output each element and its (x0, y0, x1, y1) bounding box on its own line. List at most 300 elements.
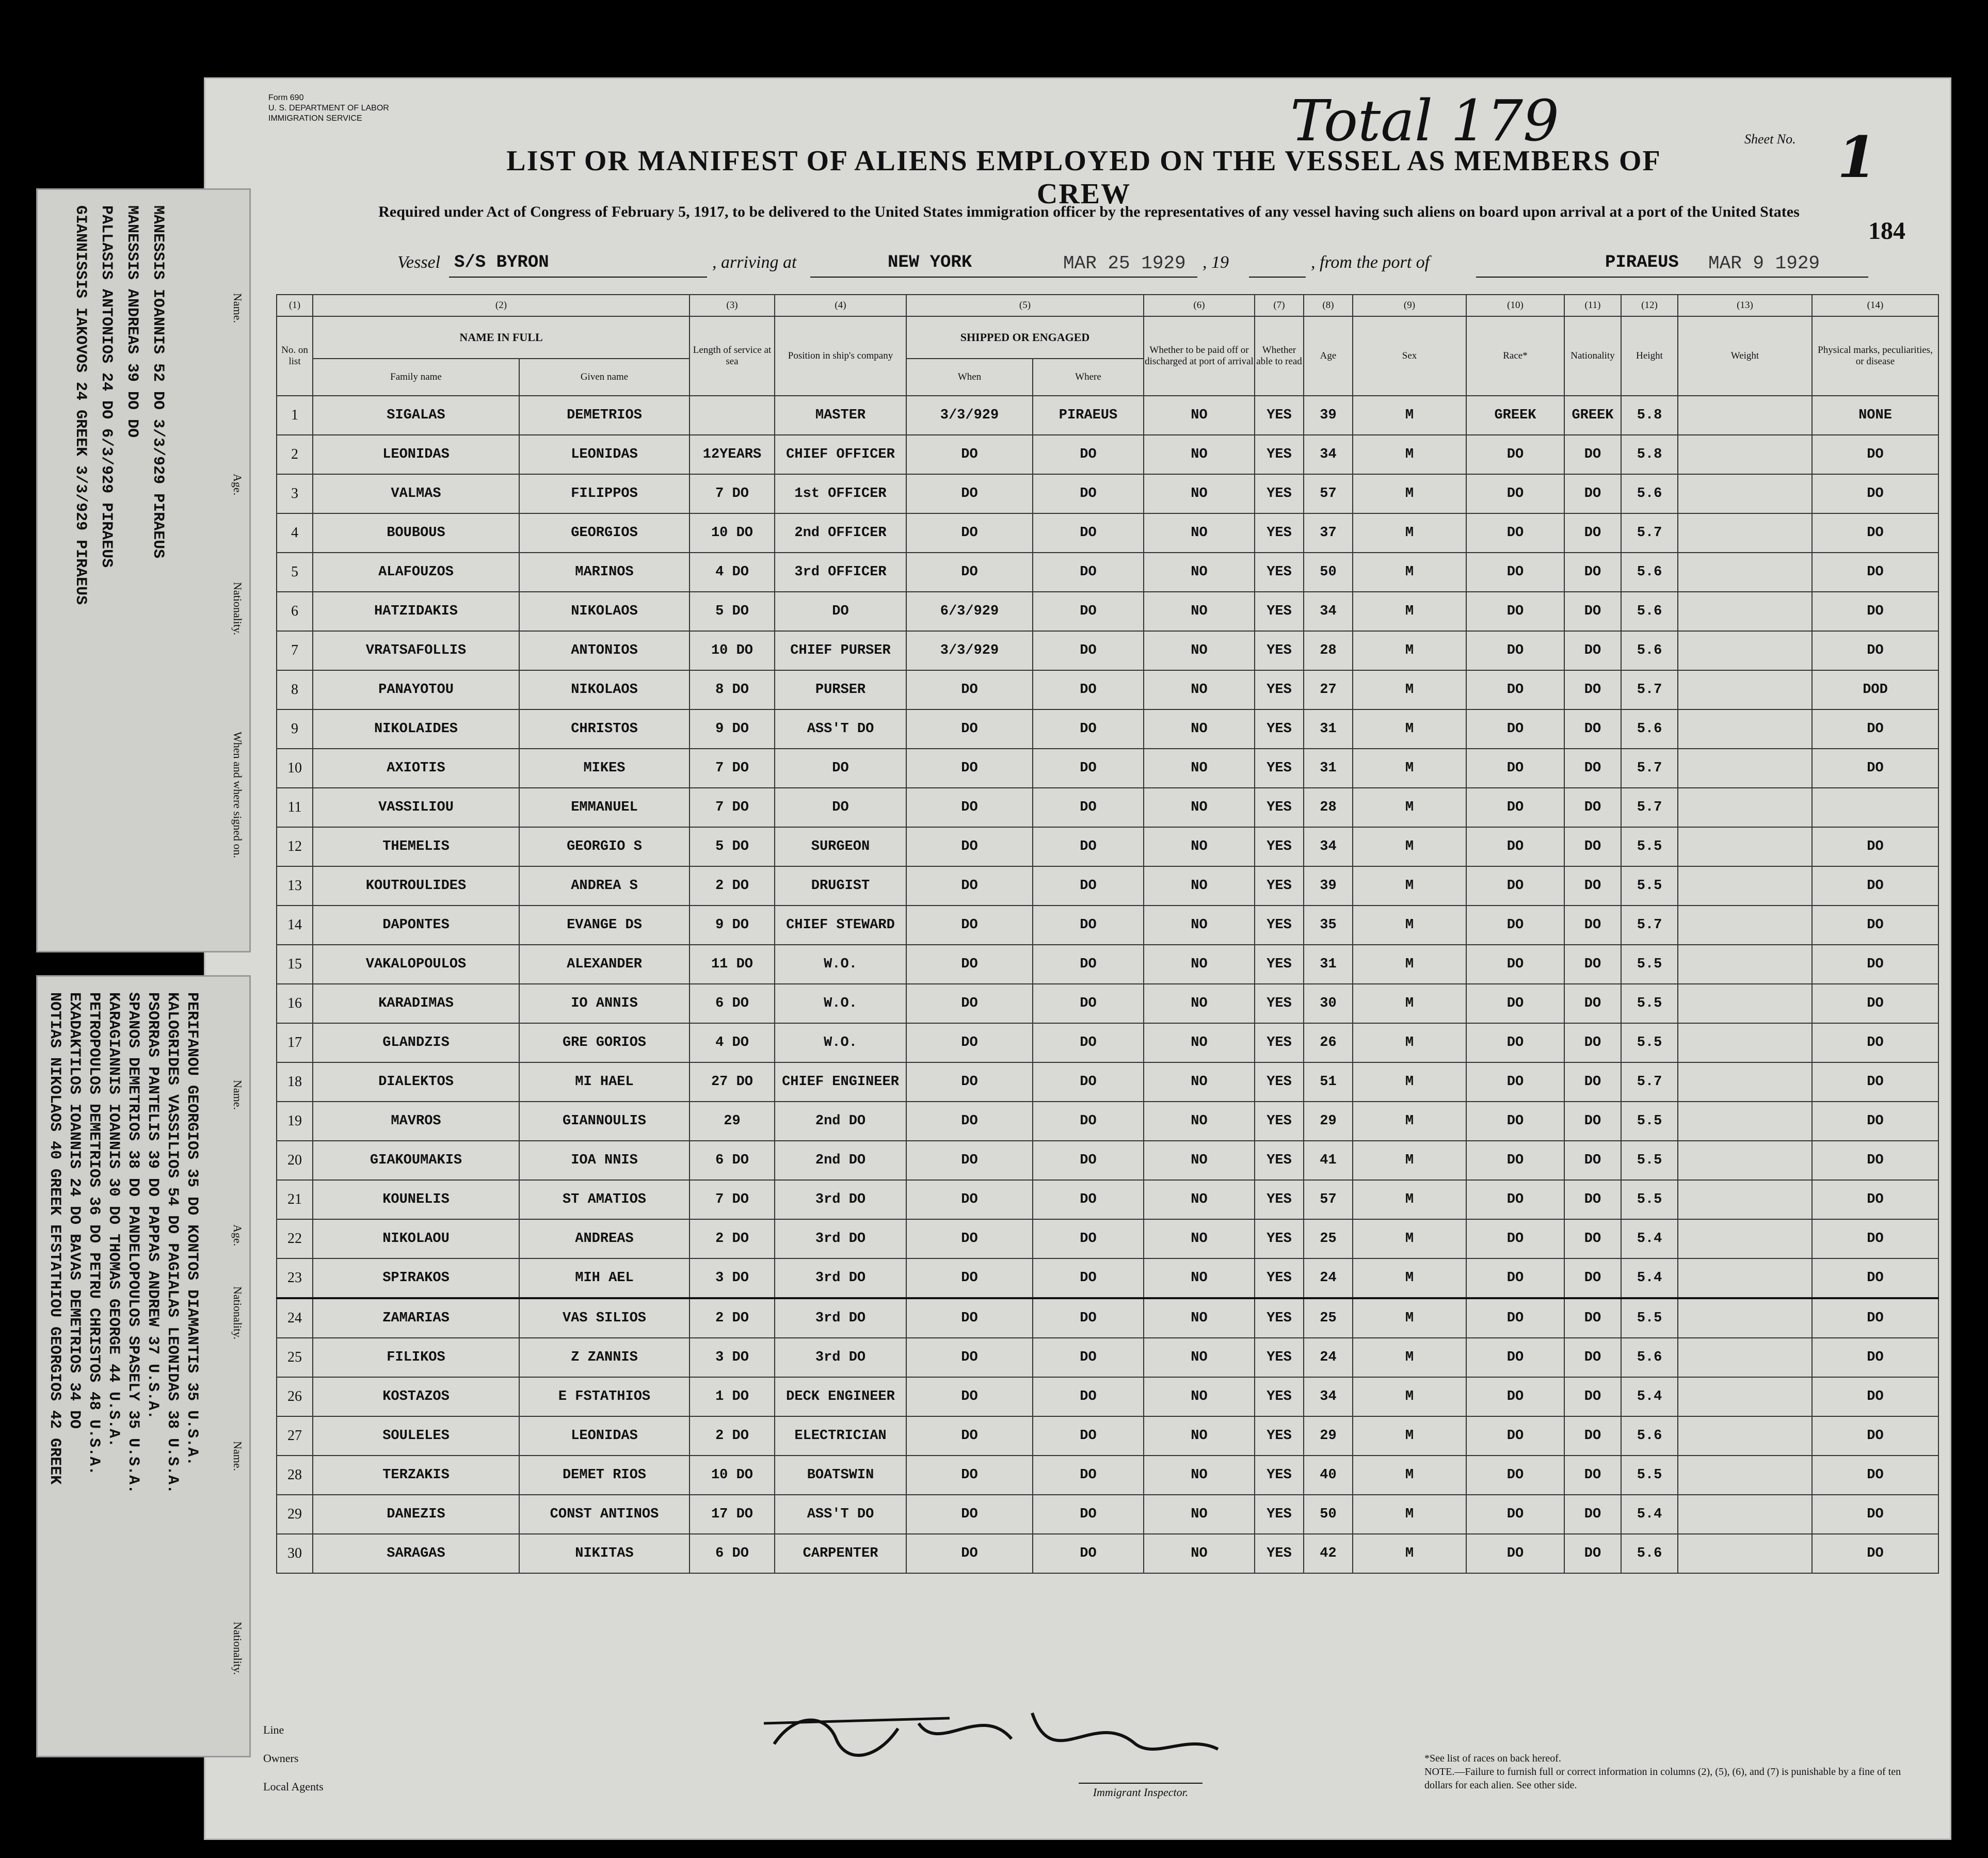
cell-when: DO (906, 1258, 1033, 1298)
cell-service: 10 DO (690, 631, 775, 670)
cell-position: 2nd DO (775, 1102, 906, 1141)
table-row (277, 631, 1938, 670)
cell-sex: M (1353, 1416, 1466, 1456)
cell-paid: NO (1144, 1258, 1255, 1298)
cell-given: ANTONIOS (519, 631, 690, 670)
cell-where: DO (1033, 631, 1144, 670)
cell-family: THEMELIS (313, 827, 519, 866)
cell-weight (1678, 709, 1812, 749)
col-num: (8) (1304, 295, 1353, 316)
cell-position: W.O. (775, 1023, 906, 1062)
cell-paid: NO (1144, 709, 1255, 749)
cell-where: DO (1033, 513, 1144, 553)
cell-service: 7 DO (690, 749, 775, 788)
cell-when: DO (906, 906, 1033, 945)
cell-sex: M (1353, 474, 1466, 513)
cell-age: 34 (1304, 592, 1353, 631)
cell-sex: M (1353, 1219, 1466, 1258)
cell-age: 34 (1304, 1377, 1353, 1416)
cell-family: BOUBOUS (313, 513, 519, 553)
cell-when: DO (906, 1219, 1033, 1258)
cell-race: DO (1466, 945, 1564, 984)
cell-nationality: DO (1564, 1298, 1621, 1338)
slip-header-age: Age. (231, 474, 244, 496)
cell-no: 5 (277, 553, 313, 592)
cell-where: DO (1033, 1456, 1144, 1495)
cell-no: 16 (277, 984, 313, 1023)
cell-marks: DO (1812, 1338, 1938, 1377)
cell-service: 2 DO (690, 1219, 775, 1258)
cell-where: DO (1033, 670, 1144, 709)
arriving-port: NEW YORK (888, 253, 972, 272)
cell-family: DIALEKTOS (313, 1062, 519, 1102)
cell-service: 6 DO (690, 1141, 775, 1180)
cell-age: 51 (1304, 1062, 1353, 1102)
cell-age: 28 (1304, 788, 1353, 827)
cell-marks: DO (1812, 513, 1938, 553)
cell-nationality: DO (1564, 1141, 1621, 1180)
cell-marks: DO (1812, 906, 1938, 945)
cell-when: DO (906, 827, 1033, 866)
cell-age: 50 (1304, 553, 1353, 592)
cell-paid: NO (1144, 1180, 1255, 1219)
cell-read: YES (1255, 592, 1304, 631)
cell-family: TERZAKIS (313, 1456, 519, 1495)
cell-nationality: DO (1564, 1377, 1621, 1416)
cell-race: DO (1466, 1258, 1564, 1298)
cell-position: 3rd DO (775, 1219, 906, 1258)
table-row (277, 1495, 1938, 1534)
cell-paid: NO (1144, 513, 1255, 553)
cell-when: DO (906, 435, 1033, 474)
pasted-crew-slip-top (36, 188, 251, 952)
cell-position: 3rd DO (775, 1258, 906, 1298)
cell-sex: M (1353, 827, 1466, 866)
cell-given: ANDREA S (519, 866, 690, 906)
cell-marks: DO (1812, 631, 1938, 670)
manifest-rows (277, 396, 1938, 1573)
page-subtitle: Required under Act of Congress of February 5, 1917, to be delivered to the United States immigration officer by the representatives of any vessel having such aliens on board upon arrival at a port of the United States (378, 203, 1800, 220)
cell-position: 3rd DO (775, 1338, 906, 1377)
cell-height: 5.6 (1621, 592, 1678, 631)
cell-nationality: DO (1564, 984, 1621, 1023)
cell-marks: DO (1812, 1180, 1938, 1219)
cell-service: 29 (690, 1102, 775, 1141)
cell-race: DO (1466, 749, 1564, 788)
sheet-label: Sheet No. (1744, 132, 1796, 147)
cell-when: DO (906, 1377, 1033, 1416)
cell-position: PURSER (775, 670, 906, 709)
cell-position: 1st OFFICER (775, 474, 906, 513)
cell-weight (1678, 1219, 1812, 1258)
cell-where: DO (1033, 592, 1144, 631)
cell-race: DO (1466, 631, 1564, 670)
cell-no: 8 (277, 670, 313, 709)
table-row (277, 945, 1938, 984)
cell-nationality: DO (1564, 474, 1621, 513)
cell-age: 41 (1304, 1141, 1353, 1180)
cell-position: DO (775, 788, 906, 827)
pasted-crew-slip-bottom (36, 975, 251, 1757)
cell-age: 34 (1304, 435, 1353, 474)
cell-marks: DO (1812, 984, 1938, 1023)
cell-weight (1678, 1062, 1812, 1102)
cell-nationality: DO (1564, 749, 1621, 788)
cell-age: 26 (1304, 1023, 1353, 1062)
cell-marks: DO (1812, 1456, 1938, 1495)
cell-nationality: DO (1564, 1456, 1621, 1495)
cell-marks: DO (1812, 435, 1938, 474)
cell-sex: M (1353, 1141, 1466, 1180)
cell-read: YES (1255, 984, 1304, 1023)
header-paid-off: Whether to be paid off or discharged at port of arrival (1144, 316, 1255, 396)
page-title: LIST OR MANIFEST OF ALIENS EMPLOYED ON THE VESSEL AS MEMBERS OF CREW (506, 145, 1661, 210)
handwritten-total: Total 179 (1290, 88, 1559, 154)
stamp-number: 184 (1868, 217, 1905, 245)
cell-sex: M (1353, 396, 1466, 435)
cell-paid: NO (1144, 984, 1255, 1023)
table-row (277, 1416, 1938, 1456)
cell-position: ASS'T DO (775, 1495, 906, 1534)
table-row (277, 984, 1938, 1023)
cell-paid: NO (1144, 788, 1255, 827)
cell-read: YES (1255, 1219, 1304, 1258)
cell-where: DO (1033, 1377, 1144, 1416)
cell-sex: M (1353, 1258, 1466, 1298)
cell-paid: NO (1144, 1062, 1255, 1102)
cell-paid: NO (1144, 435, 1255, 474)
cell-height: 5.7 (1621, 513, 1678, 553)
cell-age: 29 (1304, 1416, 1353, 1456)
cell-no: 23 (277, 1258, 313, 1298)
cell-position: 3rd OFFICER (775, 553, 906, 592)
header-where: Where (1033, 359, 1144, 396)
arrival-date-stamp: MAR 25 1929 (1063, 253, 1186, 274)
cell-paid: NO (1144, 670, 1255, 709)
cell-read: YES (1255, 749, 1304, 788)
cell-given: E FSTATHIOS (519, 1377, 690, 1416)
cell-weight (1678, 435, 1812, 474)
cell-height: 5.5 (1621, 1102, 1678, 1141)
immigrant-inspector-label: Immigrant Inspector. (1079, 1783, 1203, 1799)
cell-paid: NO (1144, 945, 1255, 984)
cell-sex: M (1353, 1456, 1466, 1495)
cell-given: EMMANUEL (519, 788, 690, 827)
cell-age: 25 (1304, 1298, 1353, 1338)
cell-where: DO (1033, 906, 1144, 945)
cell-when: DO (906, 1180, 1033, 1219)
header-physical-marks: Physical marks, peculiarities, or disease (1812, 316, 1938, 396)
cell-nationality: DO (1564, 1416, 1621, 1456)
cell-nationality: DO (1564, 435, 1621, 474)
cell-marks: DO (1812, 709, 1938, 749)
cell-service: 3 DO (690, 1258, 775, 1298)
cell-when: DO (906, 1298, 1033, 1338)
cell-sex: M (1353, 435, 1466, 474)
cell-where: DO (1033, 435, 1144, 474)
cell-age: 42 (1304, 1534, 1353, 1573)
cell-given: GRE GORIOS (519, 1023, 690, 1062)
cell-read: YES (1255, 1456, 1304, 1495)
cell-paid: NO (1144, 1102, 1255, 1141)
cell-where: DO (1033, 1338, 1144, 1377)
cell-height: 5.6 (1621, 474, 1678, 513)
header-height: Height (1621, 316, 1678, 396)
table-row (277, 1258, 1938, 1298)
cell-height: 5.6 (1621, 709, 1678, 749)
table-row (277, 1062, 1938, 1102)
table-row (277, 435, 1938, 474)
cell-height: 5.6 (1621, 1338, 1678, 1377)
cell-paid: NO (1144, 553, 1255, 592)
table-row (277, 1023, 1938, 1062)
cell-family: KARADIMAS (313, 984, 519, 1023)
cell-family: GLANDZIS (313, 1023, 519, 1062)
table-row (277, 1377, 1938, 1416)
cell-sex: M (1353, 1495, 1466, 1534)
cell-given: NIKOLAOS (519, 592, 690, 631)
cell-paid: NO (1144, 1023, 1255, 1062)
cell-nationality: DO (1564, 631, 1621, 670)
cell-family: KOUNELIS (313, 1180, 519, 1219)
cell-read: YES (1255, 513, 1304, 553)
cell-when: DO (906, 474, 1033, 513)
cell-paid: NO (1144, 1416, 1255, 1456)
cell-position: DO (775, 592, 906, 631)
cell-marks: DO (1812, 945, 1938, 984)
cell-weight (1678, 396, 1812, 435)
cell-paid: NO (1144, 1141, 1255, 1180)
cell-nationality: DO (1564, 945, 1621, 984)
table-row (277, 906, 1938, 945)
cell-race: DO (1466, 1219, 1564, 1258)
cell-height: 5.5 (1621, 1298, 1678, 1338)
cell-race: DO (1466, 474, 1564, 513)
cell-race: DO (1466, 866, 1564, 906)
cell-no: 19 (277, 1102, 313, 1141)
cell-given: LEONIDAS (519, 435, 690, 474)
cell-service: 4 DO (690, 1023, 775, 1062)
cell-no: 13 (277, 866, 313, 906)
cell-read: YES (1255, 1298, 1304, 1338)
cell-when: DO (906, 1062, 1033, 1102)
cell-marks: DO (1812, 592, 1938, 631)
cell-race: DO (1466, 1062, 1564, 1102)
local-agents-label: Local Agents (263, 1780, 324, 1793)
cell-family: DAPONTES (313, 906, 519, 945)
slip-header-name: Name. (231, 1080, 244, 1110)
cell-height: 5.5 (1621, 1141, 1678, 1180)
cell-race: DO (1466, 906, 1564, 945)
cell-height: 5.5 (1621, 866, 1678, 906)
cell-height: 5.6 (1621, 553, 1678, 592)
cell-service: 2 DO (690, 866, 775, 906)
cell-service: 10 DO (690, 513, 775, 553)
cell-marks: DO (1812, 1258, 1938, 1298)
cell-paid: NO (1144, 749, 1255, 788)
cell-no: 27 (277, 1416, 313, 1456)
cell-paid: NO (1144, 396, 1255, 435)
cell-no: 12 (277, 827, 313, 866)
cell-age: 24 (1304, 1258, 1353, 1298)
cell-when: DO (906, 513, 1033, 553)
slip-header-name: Name. (231, 293, 244, 324)
cell-weight (1678, 1338, 1812, 1377)
cell-age: 57 (1304, 474, 1353, 513)
cell-when: DO (906, 866, 1033, 906)
header-position: Position in ship's company (775, 316, 906, 396)
cell-service: 9 DO (690, 906, 775, 945)
from-label: , from the port of (1311, 253, 1430, 272)
cell-marks: DO (1812, 1062, 1938, 1102)
sheet-number: 1 (1837, 124, 1877, 190)
cell-given: MI HAEL (519, 1062, 690, 1102)
slip-header-signed-on: When and where signed on. (231, 732, 244, 858)
table-row (277, 709, 1938, 749)
cell-read: YES (1255, 788, 1304, 827)
cell-service: 3 DO (690, 1338, 775, 1377)
cell-weight (1678, 1495, 1812, 1534)
cell-position: 3rd DO (775, 1180, 906, 1219)
cell-when: 3/3/929 (906, 396, 1033, 435)
cell-service: 5 DO (690, 592, 775, 631)
cell-where: DO (1033, 1141, 1144, 1180)
table-row (277, 1534, 1938, 1573)
slip-header-age: Age. (231, 1224, 244, 1247)
cell-marks: DO (1812, 749, 1938, 788)
cell-family: MAVROS (313, 1102, 519, 1141)
cell-height: 5.7 (1621, 670, 1678, 709)
cell-read: YES (1255, 553, 1304, 592)
line-label: Line (263, 1723, 284, 1736)
cell-race: DO (1466, 1141, 1564, 1180)
cell-service: 4 DO (690, 553, 775, 592)
cell-when: DO (906, 1534, 1033, 1573)
header-when: When (906, 359, 1033, 396)
cell-no: 25 (277, 1338, 313, 1377)
cell-where: DO (1033, 553, 1144, 592)
cell-position: CHIEF ENGINEER (775, 1062, 906, 1102)
header-age: Age (1304, 316, 1353, 396)
cell-height: 5.7 (1621, 788, 1678, 827)
cell-paid: NO (1144, 827, 1255, 866)
cell-height: 5.6 (1621, 1534, 1678, 1573)
slip-line: PALLASIS ANTONIOS 24 DO 6/3/929 PIRAEUS (98, 205, 115, 568)
cell-sex: M (1353, 1534, 1466, 1573)
slip-header-nationality: Nationality. (231, 582, 244, 636)
cell-weight (1678, 1377, 1812, 1416)
cell-given: GIANNOULIS (519, 1102, 690, 1141)
col-num: (7) (1255, 295, 1304, 316)
cell-family: GIAKOUMAKIS (313, 1141, 519, 1180)
cell-sex: M (1353, 1377, 1466, 1416)
cell-no: 1 (277, 396, 313, 435)
cell-sex: M (1353, 906, 1466, 945)
cell-race: DO (1466, 1534, 1564, 1573)
cell-marks: DO (1812, 866, 1938, 906)
cell-family: DANEZIS (313, 1495, 519, 1534)
cell-sex: M (1353, 1298, 1466, 1338)
cell-service: 11 DO (690, 945, 775, 984)
cell-nationality: DO (1564, 1180, 1621, 1219)
cell-read: YES (1255, 1258, 1304, 1298)
cell-no: 24 (277, 1298, 313, 1338)
cell-paid: NO (1144, 592, 1255, 631)
cell-sex: M (1353, 631, 1466, 670)
cell-marks: DO (1812, 553, 1938, 592)
cell-marks (1812, 788, 1938, 827)
table-row (277, 553, 1938, 592)
cell-nationality: DO (1564, 709, 1621, 749)
cell-sex: M (1353, 1338, 1466, 1377)
cell-service: 9 DO (690, 709, 775, 749)
cell-where: DO (1033, 827, 1144, 866)
cell-race: DO (1466, 1456, 1564, 1495)
table-row (277, 474, 1938, 513)
vessel-name: S/S BYRON (454, 253, 549, 272)
table-row (277, 866, 1938, 906)
cell-height: 5.8 (1621, 396, 1678, 435)
vessel-line (397, 253, 1868, 284)
cell-position: DRUGIST (775, 866, 906, 906)
cell-nationality: DO (1564, 1219, 1621, 1258)
cell-height: 5.5 (1621, 984, 1678, 1023)
cell-age: 39 (1304, 396, 1353, 435)
cell-paid: NO (1144, 1219, 1255, 1258)
form-number: Form 690 (268, 93, 304, 102)
cell-read: YES (1255, 1102, 1304, 1141)
cell-no: 17 (277, 1023, 313, 1062)
cell-height: 5.5 (1621, 1456, 1678, 1495)
cell-nationality: DO (1564, 1062, 1621, 1102)
cell-weight (1678, 513, 1812, 553)
cell-height: 5.7 (1621, 906, 1678, 945)
cell-where: DO (1033, 984, 1144, 1023)
cell-marks: DO (1812, 1416, 1938, 1456)
cell-family: KOSTAZOS (313, 1377, 519, 1416)
cell-read: YES (1255, 1180, 1304, 1219)
cell-position: 2nd OFFICER (775, 513, 906, 553)
cell-where: DO (1033, 474, 1144, 513)
cell-age: 57 (1304, 1180, 1353, 1219)
form-header (268, 93, 389, 124)
cell-nationality: DO (1564, 553, 1621, 592)
cell-weight (1678, 631, 1812, 670)
cell-position: DECK ENGINEER (775, 1377, 906, 1416)
cell-where: DO (1033, 1298, 1144, 1338)
cell-where: DO (1033, 1534, 1144, 1573)
cell-weight (1678, 788, 1812, 827)
cell-race: GREEK (1466, 396, 1564, 435)
cell-where: DO (1033, 1023, 1144, 1062)
cell-given: MARINOS (519, 553, 690, 592)
cell-nationality: DO (1564, 1534, 1621, 1573)
penalty-note: NOTE.—Failure to furnish full or correct information in columns (2), (5), (6), and (7) is punishable by a fine of ten dollars for each alien. See other side. (1424, 1766, 1901, 1791)
cell-service: 7 DO (690, 788, 775, 827)
cell-race: DO (1466, 435, 1564, 474)
cell-read: YES (1255, 396, 1304, 435)
cell-position: W.O. (775, 984, 906, 1023)
cell-height: 5.8 (1621, 435, 1678, 474)
cell-where: DO (1033, 1258, 1144, 1298)
col-num: (9) (1353, 295, 1466, 316)
cell-age: 37 (1304, 513, 1353, 553)
cell-age: 25 (1304, 1219, 1353, 1258)
cell-given: EVANGE DS (519, 906, 690, 945)
cell-paid: NO (1144, 1534, 1255, 1573)
cell-no: 4 (277, 513, 313, 553)
cell-read: YES (1255, 906, 1304, 945)
